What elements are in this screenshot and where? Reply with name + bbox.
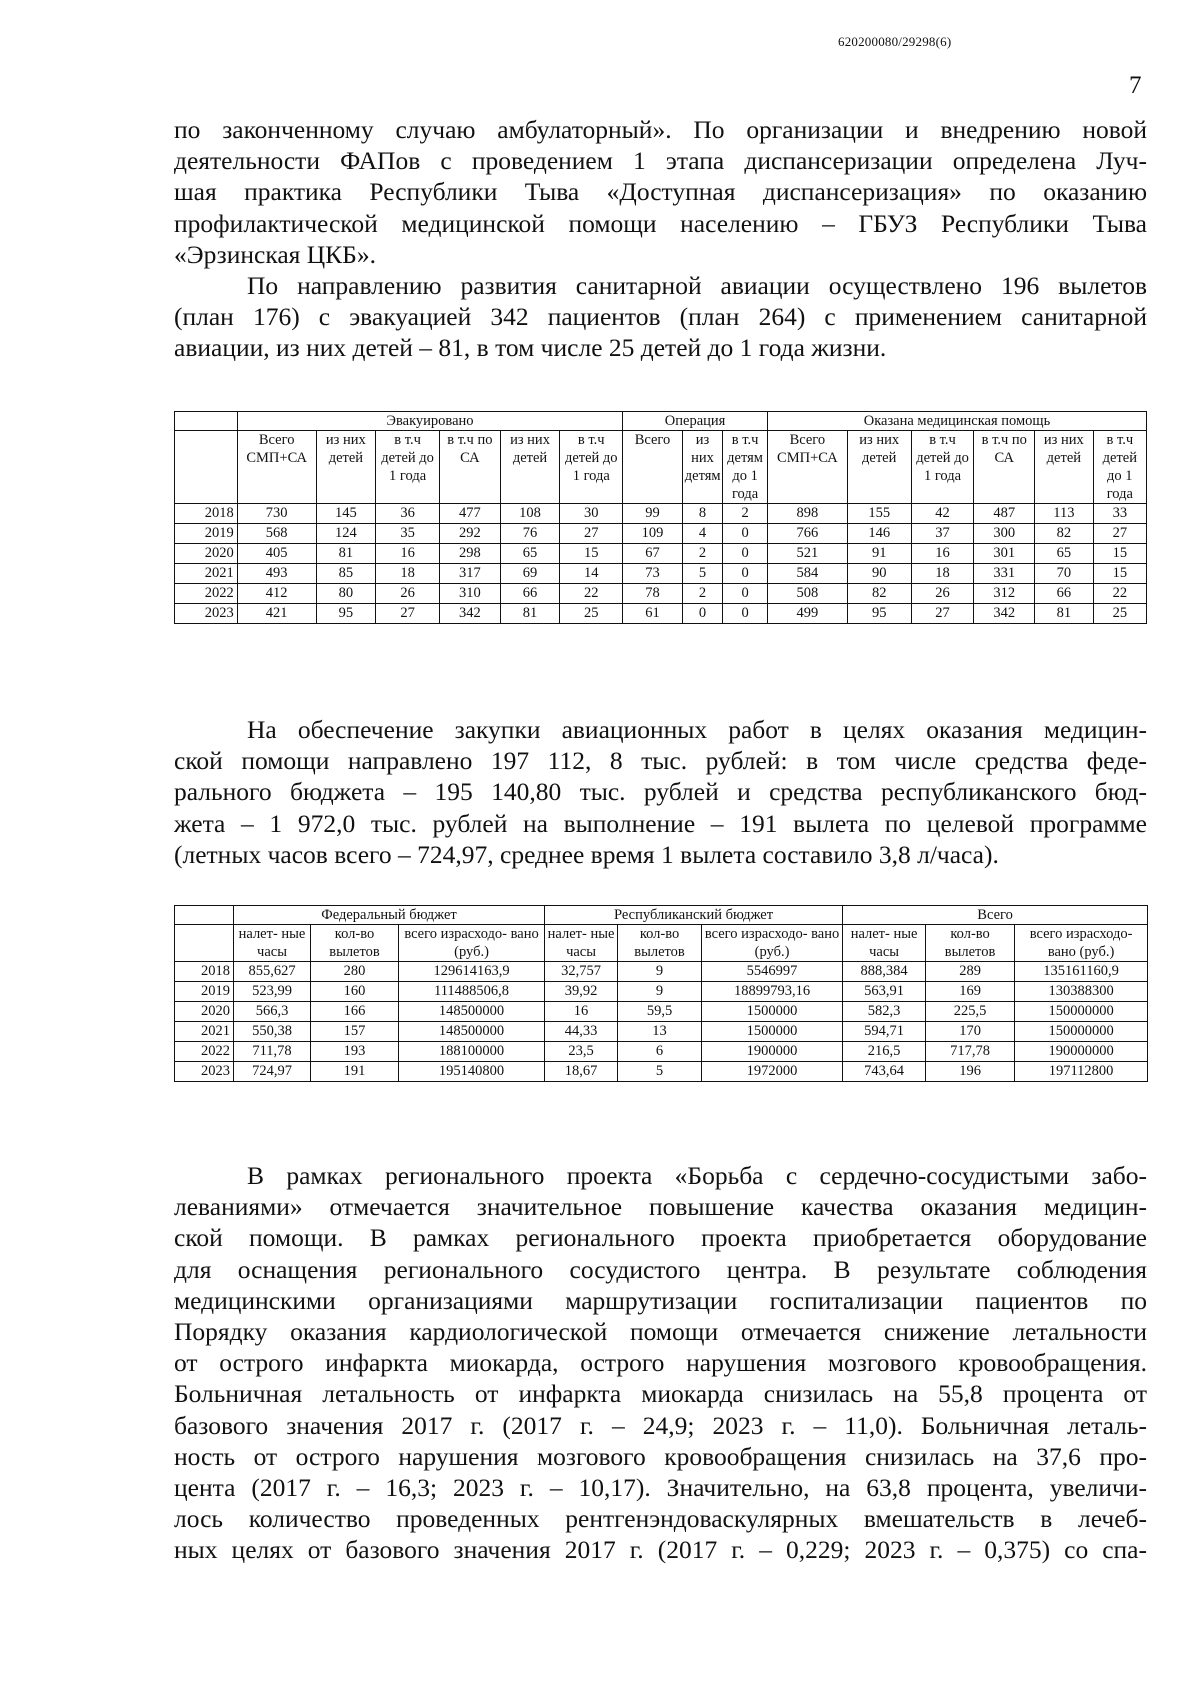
text-line: (летных часов всего – 724,97, среднее время 1 вылета составило 3,8 л/часа). — [174, 839, 999, 869]
table-cell: 80 — [316, 584, 376, 604]
table-cell: 166 — [311, 1002, 399, 1022]
text-line: В рамках регионального проекта «Борьба с сердечно-сосудистыми забо- — [247, 1161, 1147, 1190]
table-cell: 342 — [974, 604, 1035, 624]
table-cell: 22 — [560, 584, 623, 604]
table-cell: 2 — [682, 584, 722, 604]
table-cell: 35 — [376, 524, 440, 544]
table-cell: 170 — [926, 1022, 1015, 1042]
table-cell: 2 — [682, 544, 722, 564]
table-cell: 724,97 — [234, 1062, 311, 1082]
table-cell: 27 — [1093, 524, 1146, 544]
text-line: леваниями» отмечается значительное повышение качества оказания медицин- — [174, 1192, 1147, 1222]
table-cell: 188100000 — [399, 1042, 545, 1062]
table-row — [175, 544, 1147, 564]
table-cell: 148500000 — [399, 1002, 545, 1022]
table-cell: 0 — [723, 604, 768, 624]
table-row — [175, 1062, 1148, 1082]
table-cell: 1500000 — [702, 1002, 843, 1022]
column-header-cell: Всего — [623, 431, 683, 504]
table-cell: 85 — [316, 564, 376, 584]
table-cell: 730 — [237, 504, 316, 524]
table-cell: 78 — [623, 584, 683, 604]
group-header-row — [175, 412, 1147, 431]
table-cell: 2 — [723, 504, 768, 524]
table-cell: 15 — [1093, 544, 1146, 564]
paragraph-4 — [174, 1160, 1147, 1566]
table-cell: 477 — [440, 504, 501, 524]
table-cell: 550,38 — [234, 1022, 311, 1042]
text-line: шая практика Республики Тыва «Доступная диспансеризация» по оказанию — [174, 177, 1147, 207]
table-cell: 16 — [911, 544, 974, 564]
table-cell: 169 — [926, 982, 1015, 1002]
table-cell: 0 — [723, 544, 768, 564]
table-cell: 289 — [926, 962, 1015, 982]
table-cell: 27 — [560, 524, 623, 544]
table-cell: 191 — [311, 1062, 399, 1082]
table-cell: 493 — [237, 564, 316, 584]
table-cell: 82 — [1035, 524, 1094, 544]
table-cell: 521 — [767, 544, 847, 564]
table-cell: 225,5 — [926, 1002, 1015, 1022]
table-cell: 1972000 — [702, 1062, 843, 1082]
group-header-cell: Республиканский бюджет — [545, 906, 843, 925]
table-cell: 18 — [911, 564, 974, 584]
text-line: Больничная летальность от инфаркта миокарда снизилась на 55,8 процента от — [174, 1379, 1147, 1409]
table-cell: 155 — [847, 504, 911, 524]
table-cell: 6 — [618, 1042, 702, 1062]
table-cell: 66 — [500, 584, 560, 604]
column-header-cell: в т.ч детей до 1 года — [376, 431, 440, 504]
table-cell: 111488506,8 — [399, 982, 545, 1002]
table-cell: 157 — [311, 1022, 399, 1042]
paragraph-2 — [174, 270, 1147, 364]
table-cell: 584 — [767, 564, 847, 584]
table-cell: 743,64 — [843, 1062, 926, 1082]
text-line: деятельности ФАПов с проведением 1 этапа диспансеризации определена Луч- — [174, 146, 1147, 176]
table-row — [175, 524, 1147, 544]
table-cell: 5 — [682, 564, 722, 584]
table-cell: 42 — [911, 504, 974, 524]
text-line: цента (2017 г. – 16,3; 2023 г. – 10,17). Значительно, на 63,8 процента, увеличи- — [174, 1473, 1147, 1503]
table-cell: 25 — [1093, 604, 1146, 624]
table-cell: 855,627 — [234, 962, 311, 982]
group-header-cell: Эвакуировано — [237, 412, 622, 431]
text-line: жета – 1 972,0 тыс. рублей на выполнение – 191 вылета по целевой программе — [174, 808, 1147, 838]
table-cell: 95 — [316, 604, 376, 624]
corner-cell — [175, 925, 234, 962]
text-line: ных целях от базового значения 2017 г. (2017 г. – 0,229; 2023 г. – 0,375) со спа- — [174, 1535, 1147, 1565]
corner-cell — [175, 412, 238, 431]
table-cell: 82 — [847, 584, 911, 604]
table-cell: 568 — [237, 524, 316, 544]
table-cell: 26 — [911, 584, 974, 604]
table-cell: 16 — [545, 1002, 618, 1022]
text-line: лось количество проведенных рентгенэндоваскулярных вмешательств в лечеб- — [174, 1504, 1147, 1534]
text-line: ской помощи направлено 197 112, 8 тыс. рублей: в том числе средства феде- — [174, 746, 1147, 776]
corner-cell — [175, 431, 238, 504]
year-cell: 2019 — [175, 524, 238, 544]
table-row — [175, 604, 1147, 624]
table-cell: 216,5 — [843, 1042, 926, 1062]
column-header-cell: в т.ч детям до 1 года — [723, 431, 768, 504]
group-header-row — [175, 906, 1148, 925]
year-cell: 2019 — [175, 982, 234, 1002]
table-cell: 566,3 — [234, 1002, 311, 1022]
table-cell: 124 — [316, 524, 376, 544]
table-cell: 711,78 — [234, 1042, 311, 1062]
column-header-cell: налет- ные часы — [545, 925, 618, 962]
column-header-cell: из них детей — [1035, 431, 1094, 504]
table-cell: 18,67 — [545, 1062, 618, 1082]
table-cell: 298 — [440, 544, 501, 564]
text-line: «Эрзинская ЦКБ». — [174, 239, 376, 269]
table-cell: 342 — [440, 604, 501, 624]
text-line: (план 176) с эвакуацией 342 пациентов (план 264) с применением санитарной — [174, 302, 1147, 332]
table-cell: 27 — [376, 604, 440, 624]
table-cell: 331 — [974, 564, 1035, 584]
group-header-cell: Всего — [843, 906, 1148, 925]
table-cell: 190000000 — [1015, 1042, 1148, 1062]
table-cell: 135161160,9 — [1015, 962, 1148, 982]
table-cell: 37 — [911, 524, 974, 544]
table-cell: 150000000 — [1015, 1002, 1148, 1022]
table-row — [175, 1022, 1148, 1042]
table-cell: 15 — [560, 544, 623, 564]
table-cell: 109 — [623, 524, 683, 544]
table-cell: 146 — [847, 524, 911, 544]
table-cell: 523,99 — [234, 982, 311, 1002]
table-cell: 70 — [1035, 564, 1094, 584]
table-cell: 5 — [618, 1062, 702, 1082]
evacuation-table — [174, 411, 1147, 624]
table-cell: 18 — [376, 564, 440, 584]
column-header-cell: в т.ч детей до 1 года — [1093, 431, 1146, 504]
table-cell: 65 — [1035, 544, 1094, 564]
text-line: рального бюджета – 195 140,80 тыс. рублей и средства республиканского бюд- — [174, 777, 1147, 807]
table-cell: 90 — [847, 564, 911, 584]
group-header-cell: Оказана медицинская помощь — [767, 412, 1146, 431]
table-cell: 145 — [316, 504, 376, 524]
table-cell: 421 — [237, 604, 316, 624]
table-cell: 301 — [974, 544, 1035, 564]
column-header-cell: налет- ные часы — [843, 925, 926, 962]
year-cell: 2020 — [175, 1002, 234, 1022]
column-header-cell: из них детям — [682, 431, 722, 504]
table-cell: 91 — [847, 544, 911, 564]
column-header-cell: Всего СМП+СА — [767, 431, 847, 504]
table-cell: 292 — [440, 524, 501, 544]
column-header-cell: в т.ч по СА — [440, 431, 501, 504]
text-line: базового значения 2017 г. (2017 г. – 24,9; 2023 г. – 11,0). Больничная леталь- — [174, 1410, 1147, 1440]
table-cell: 14 — [560, 564, 623, 584]
table-row — [175, 1002, 1148, 1022]
text-line: На обеспечение закупки авиационных работ в целях оказания медицин- — [247, 715, 1147, 744]
text-line: для оснащения регионального сосудистого центра. В результате соблюдения — [174, 1254, 1147, 1284]
text-line: Порядку оказания кардиологической помощи отмечается снижение летальности — [174, 1317, 1147, 1347]
table-cell: 412 — [237, 584, 316, 604]
table-cell: 81 — [500, 604, 560, 624]
column-header-cell: в т.ч детей до 1 года — [911, 431, 974, 504]
table-cell: 26 — [376, 584, 440, 604]
year-cell: 2021 — [175, 564, 238, 584]
table-cell: 39,92 — [545, 982, 618, 1002]
table-cell: 280 — [311, 962, 399, 982]
column-header-row — [175, 925, 1148, 962]
table-cell: 95 — [847, 604, 911, 624]
table-cell: 197112800 — [1015, 1062, 1148, 1082]
table-cell: 717,78 — [926, 1042, 1015, 1062]
table-cell: 81 — [316, 544, 376, 564]
table-cell: 0 — [682, 604, 722, 624]
table-cell: 99 — [623, 504, 683, 524]
paragraph-1 — [174, 114, 1147, 270]
table-cell: 310 — [440, 584, 501, 604]
column-header-cell: всего израсходо- вано (руб.) — [702, 925, 843, 962]
table-cell: 594,71 — [843, 1022, 926, 1042]
table-cell: 61 — [623, 604, 683, 624]
column-header-cell: Всего СМП+СА — [237, 431, 316, 504]
table-row — [175, 982, 1148, 1002]
table-cell: 888,384 — [843, 962, 926, 982]
table-cell: 30 — [560, 504, 623, 524]
table-cell: 16 — [376, 544, 440, 564]
year-cell: 2022 — [175, 1042, 234, 1062]
year-cell: 2018 — [175, 504, 238, 524]
text-line: ской помощи. В рамках регионального проекта приобретается оборудование — [174, 1223, 1147, 1253]
table-cell: 563,91 — [843, 982, 926, 1002]
table-cell: 129614163,9 — [399, 962, 545, 982]
page-number: 7 — [1129, 72, 1142, 99]
table-cell: 766 — [767, 524, 847, 544]
year-cell: 2023 — [175, 604, 238, 624]
table-cell: 59,5 — [618, 1002, 702, 1022]
text-line: профилактической медицинской помощи населению – ГБУЗ Республики Тыва — [174, 208, 1147, 238]
column-header-cell: кол-во вылетов — [618, 925, 702, 962]
year-cell: 2023 — [175, 1062, 234, 1082]
table-cell: 65 — [500, 544, 560, 564]
table-row — [175, 962, 1148, 982]
table-cell: 312 — [974, 584, 1035, 604]
table-cell: 0 — [723, 524, 768, 544]
table-cell: 36 — [376, 504, 440, 524]
table-cell: 32,757 — [545, 962, 618, 982]
text-line: от острого инфаркта миокарда, острого нарушения мозгового кровообращения. — [174, 1348, 1147, 1378]
table-cell: 1500000 — [702, 1022, 843, 1042]
table-cell: 44,33 — [545, 1022, 618, 1042]
table-cell: 15 — [1093, 564, 1146, 584]
table-cell: 23,5 — [545, 1042, 618, 1062]
table-cell: 148500000 — [399, 1022, 545, 1042]
table-cell: 150000000 — [1015, 1022, 1148, 1042]
corner-cell — [175, 906, 234, 925]
group-header-cell: Операция — [623, 412, 768, 431]
year-cell: 2022 — [175, 584, 238, 604]
table-cell: 73 — [623, 564, 683, 584]
column-header-cell: в т.ч по СА — [974, 431, 1035, 504]
table-cell: 13 — [618, 1022, 702, 1042]
table-cell: 195140800 — [399, 1062, 545, 1082]
group-header-cell: Федеральный бюджет — [234, 906, 545, 925]
year-cell: 2020 — [175, 544, 238, 564]
table-cell: 300 — [974, 524, 1035, 544]
budget-table — [174, 905, 1148, 1082]
table-cell: 69 — [500, 564, 560, 584]
table-cell: 18899793,16 — [702, 982, 843, 1002]
table-row — [175, 584, 1147, 604]
text-line: по законченному случаю амбулаторный». По организации и внедрению новой — [174, 115, 1147, 144]
text-line: ность от острого нарушения мозгового кровообращения снизилась на 37,6 про- — [174, 1441, 1147, 1471]
table-cell: 22 — [1093, 584, 1146, 604]
table-row — [175, 564, 1147, 584]
table-cell: 508 — [767, 584, 847, 604]
table-row — [175, 1042, 1148, 1062]
table-cell: 108 — [500, 504, 560, 524]
table-cell: 193 — [311, 1042, 399, 1062]
table-cell: 405 — [237, 544, 316, 564]
column-header-row — [175, 431, 1147, 504]
year-cell: 2021 — [175, 1022, 234, 1042]
table-cell: 9 — [618, 982, 702, 1002]
table-cell: 113 — [1035, 504, 1094, 524]
column-header-cell: налет- ные часы — [234, 925, 311, 962]
table-cell: 76 — [500, 524, 560, 544]
table-cell: 4 — [682, 524, 722, 544]
table-cell: 160 — [311, 982, 399, 1002]
table-cell: 582,3 — [843, 1002, 926, 1022]
table-cell: 196 — [926, 1062, 1015, 1082]
table-cell: 487 — [974, 504, 1035, 524]
table-cell: 0 — [723, 584, 768, 604]
text-line: По направлению развития санитарной авиации осуществлено 196 вылетов — [247, 271, 1147, 300]
column-header-cell: из них детей — [847, 431, 911, 504]
table-cell: 130388300 — [1015, 982, 1148, 1002]
table-cell: 1900000 — [702, 1042, 843, 1062]
table-cell: 81 — [1035, 604, 1094, 624]
table-row — [175, 504, 1147, 524]
table-cell: 66 — [1035, 584, 1094, 604]
column-header-cell: кол-во вылетов — [926, 925, 1015, 962]
table-cell: 0 — [723, 564, 768, 584]
table-cell: 898 — [767, 504, 847, 524]
column-header-cell: всего израсходо- вано (руб.) — [1015, 925, 1148, 962]
table-cell: 5546997 — [702, 962, 843, 982]
paragraph-3 — [174, 714, 1147, 870]
text-line: авиации, из них детей – 81, в том числе 25 детей до 1 года жизни. — [174, 333, 887, 363]
table-cell: 499 — [767, 604, 847, 624]
table-cell: 8 — [682, 504, 722, 524]
table-cell: 27 — [911, 604, 974, 624]
column-header-cell: из них детей — [500, 431, 560, 504]
document-id: 620200080/29298(6) — [838, 34, 952, 49]
column-header-cell: кол-во вылетов — [311, 925, 399, 962]
year-cell: 2018 — [175, 962, 234, 982]
table-cell: 33 — [1093, 504, 1146, 524]
table-cell: 67 — [623, 544, 683, 564]
column-header-cell: из них детей — [316, 431, 376, 504]
table-cell: 317 — [440, 564, 501, 584]
table-cell: 9 — [618, 962, 702, 982]
table-cell: 25 — [560, 604, 623, 624]
text-line: медицинскими организациями маршрутизации госпитализации пациентов по — [174, 1285, 1147, 1315]
column-header-cell: в т.ч детей до 1 года — [560, 431, 623, 504]
column-header-cell: всего израсходо- вано (руб.) — [399, 925, 545, 962]
